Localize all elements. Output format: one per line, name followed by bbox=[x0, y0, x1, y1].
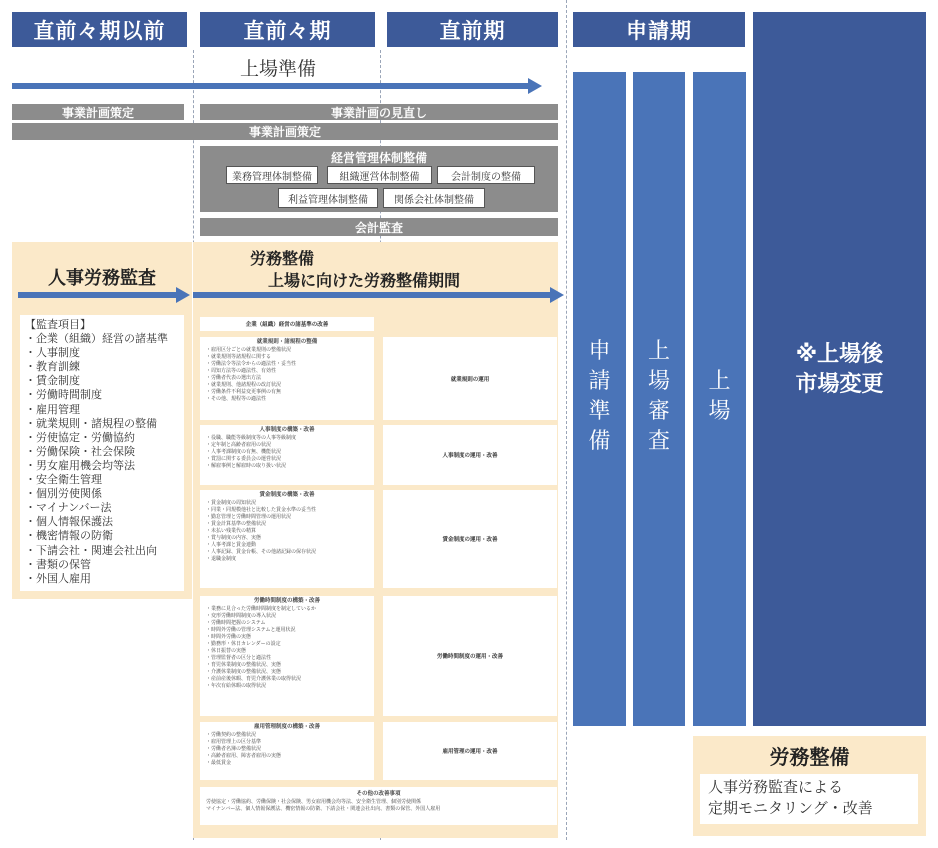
list-item: ・機密情報の防衛 bbox=[25, 529, 113, 543]
post-listing-title: 労務整備 bbox=[769, 745, 850, 769]
labor-arrow bbox=[193, 292, 553, 298]
section-line: ・時間外労働の実態 bbox=[206, 634, 252, 640]
section-heading: 雇用管理制度の構築・改善 bbox=[253, 724, 320, 730]
section-line: ・未払い残業代の精算 bbox=[206, 528, 257, 534]
list-item: ・労使協定・労働協約 bbox=[25, 430, 135, 444]
section-line: ・賞罰に関する委員会の運営状況 bbox=[206, 456, 282, 462]
column-char: 査 bbox=[647, 429, 670, 454]
column-char: 備 bbox=[588, 429, 611, 454]
op-wage: 賃金制度の運用・改善 bbox=[383, 490, 557, 588]
section-line: ・最低賃金 bbox=[206, 760, 232, 766]
list-item: ・個人情報保護法 bbox=[25, 515, 113, 529]
mgmt-item: 会計制度の整備 bbox=[437, 166, 535, 184]
section-line: ・業務に見合った労働時間制度を制定しているか bbox=[206, 606, 317, 612]
column-char: 請 bbox=[588, 369, 611, 394]
standards-header: 企業（組織）経営の諸基準の改善 bbox=[200, 317, 374, 331]
section-line: ・管理監督者の区分と適法性 bbox=[206, 655, 272, 661]
phase-header-two-before: 直前々期 bbox=[200, 12, 375, 47]
section-line: ・雇用区分ごとの就業規則の整備状況 bbox=[206, 347, 292, 353]
column-char: 場 bbox=[647, 369, 670, 394]
section-line: ・介護休業制度の整備状況、実態 bbox=[206, 669, 282, 675]
section-heading: その他の改善事項 bbox=[356, 791, 401, 797]
mgmt-item: 利益管理体制整備 bbox=[278, 188, 378, 208]
after-listing-line: 市場変更 bbox=[795, 372, 884, 397]
section-line: ・その他、規程等の適法性 bbox=[206, 396, 267, 402]
list-item: ・人事制度 bbox=[25, 346, 80, 360]
plan-initial-bar: 事業計画策定 bbox=[12, 104, 184, 120]
divider-line bbox=[566, 0, 567, 840]
arrow-head-icon bbox=[176, 287, 190, 303]
section-line: ・労働法令等法令からの適法性・妥当性 bbox=[206, 361, 297, 367]
op-hr-system: 人事制度の運用・改善 bbox=[383, 425, 557, 485]
mgmt-item: 関係会社体制整備 bbox=[383, 188, 485, 208]
list-item: ・労働時間制度 bbox=[25, 388, 102, 402]
section-heading: 賃金制度の構築・改善 bbox=[259, 492, 315, 498]
list-item: ・個別労使関係 bbox=[25, 487, 102, 501]
list-item: ・労働保険・社会保険 bbox=[25, 444, 135, 458]
section-line: マイナンバー法、個人情報保護法、機密情報の防衛、下請会社・関連会社出向、書類の保管、外国人雇用 bbox=[206, 806, 441, 812]
section-line: ・就業規則、他諸規程の改訂状況 bbox=[206, 382, 282, 388]
listing-prep-label: 上場準備 bbox=[240, 58, 317, 80]
post-listing-note bbox=[700, 774, 918, 824]
section-line: ・賃金計算基準の整備状況 bbox=[206, 521, 267, 527]
column-char: 上 bbox=[647, 339, 670, 364]
section-line: ・勤務形・休日カレンダーの設定 bbox=[206, 641, 281, 647]
section-line: ・同業・同規模他社と比較した賃金水準の妥当性 bbox=[206, 507, 317, 513]
column-char: 準 bbox=[588, 399, 611, 424]
mgmt-item: 組織運営体制整備 bbox=[327, 166, 432, 184]
list-item: ・雇用管理 bbox=[25, 402, 80, 416]
after-listing-text bbox=[753, 340, 926, 400]
section-line: ・定年制と高齢者雇用の状況 bbox=[206, 442, 272, 448]
column-char: 審 bbox=[647, 399, 670, 424]
mgmt-item: 業務管理体制整備 bbox=[226, 166, 318, 184]
section-line: ・労働時間把握のシステム bbox=[206, 620, 266, 626]
op-rules: 就業規則の運用 bbox=[383, 337, 557, 420]
section-line: ・役職、職能等級制度等の人事等級制度 bbox=[206, 435, 297, 441]
section-line: ・育児休業制度の整備状況、実態 bbox=[206, 662, 282, 668]
phase-header-previous: 直前期 bbox=[387, 12, 558, 47]
phase-header-before: 直前々期以前 bbox=[12, 12, 187, 47]
section-line: ・賞与制度の内容、実態 bbox=[206, 535, 262, 541]
op-hours: 労働時間制度の運用・改善 bbox=[383, 596, 557, 716]
section-line: ・賃金制度の周知状況 bbox=[206, 500, 257, 506]
list-item: ・男女雇用機会均等法 bbox=[25, 458, 135, 472]
list-item: ・下請会社・関連会社出向 bbox=[25, 543, 157, 557]
section-rules bbox=[200, 337, 374, 420]
section-line: ・人事記録、賃金台帳、その他諸記録の保存状況 bbox=[206, 549, 317, 555]
post-listing-line: 人事労務監査による bbox=[708, 778, 844, 796]
arrow-head-icon bbox=[528, 78, 542, 94]
hr-audit-title: 人事労務監査 bbox=[48, 268, 156, 289]
section-heading: 人事制度の構築・改善 bbox=[259, 427, 315, 433]
section-hours bbox=[200, 596, 374, 716]
list-item: ・安全衛生管理 bbox=[25, 473, 102, 487]
hr-audit-arrow bbox=[18, 292, 178, 298]
list-item: ・外国人雇用 bbox=[25, 571, 91, 585]
labor-subtitle: 上場に向けた労務整備期間 bbox=[268, 271, 461, 290]
section-line: ・勤怠管理と労働時間管理の運用状況 bbox=[206, 514, 292, 520]
section-heading: 労働時間制度の構築・改善 bbox=[253, 598, 320, 604]
section-line: ・変形労働時間制度の導入状況 bbox=[206, 613, 277, 619]
column-char: 上 bbox=[708, 369, 731, 394]
listing-review-column bbox=[633, 72, 685, 726]
post-listing-line: 定期モニタリング・改善 bbox=[708, 799, 873, 817]
listing-prep-arrow bbox=[12, 83, 530, 89]
section-line: ・雇用管理上の区分基準 bbox=[206, 739, 262, 745]
audit-bar: 会計監査 bbox=[200, 218, 558, 236]
op-employment: 雇用管理の運用・改善 bbox=[383, 722, 557, 780]
section-line: ・労働条件不利益変更事例の有無 bbox=[206, 389, 282, 395]
mgmt-system-title: 経営管理体制整備 bbox=[330, 151, 427, 165]
section-line: ・休日振替の実態 bbox=[206, 648, 247, 654]
section-line: ・人事考課制度の有無、機能状況 bbox=[206, 449, 282, 455]
plan-full-bar: 事業計画策定 bbox=[12, 123, 558, 140]
after-listing-line: ※上場後 bbox=[795, 342, 884, 367]
listing-column bbox=[693, 72, 746, 726]
section-hr-system bbox=[200, 425, 374, 485]
phase-header-application: 申請期 bbox=[573, 12, 745, 47]
section-heading: 就業規則・諸規程の整備 bbox=[256, 339, 318, 345]
list-item: ・教育訓練 bbox=[25, 360, 80, 374]
list-item: 【監査項目】 bbox=[25, 318, 91, 331]
list-item: ・書類の保管 bbox=[25, 557, 91, 571]
list-item: ・企業（組織）経営の諸基準 bbox=[25, 332, 168, 346]
list-item: ・就業規則・諸規程の整備 bbox=[25, 416, 157, 430]
apply-prep-column bbox=[573, 72, 626, 726]
section-line: ・高齢者雇用、障害者雇用の実態 bbox=[206, 753, 282, 759]
section-line: ・退職金制度 bbox=[206, 556, 237, 562]
section-line: ・周知方法等の適法性、有効性 bbox=[206, 368, 277, 374]
section-employment bbox=[200, 722, 374, 780]
labor-title: 労務整備 bbox=[250, 249, 315, 268]
plan-review-bar: 事業計画の見直し bbox=[200, 104, 558, 120]
section-line: ・人事考課と賃金連動 bbox=[206, 542, 257, 548]
section-line: ・時間外労働の管理システムと運用状況 bbox=[206, 627, 296, 633]
section-line: ・就業規則等諸規程に関する bbox=[206, 354, 272, 360]
list-item: ・賃金制度 bbox=[25, 374, 80, 388]
section-line: ・労働契約の整備状況 bbox=[206, 732, 257, 738]
section-line: ・年次有給休暇の取得状況 bbox=[206, 683, 267, 689]
hr-audit-list bbox=[20, 315, 184, 591]
section-wage bbox=[200, 490, 374, 588]
section-line: ・労働者代表の選出方法 bbox=[206, 375, 262, 381]
section-line: ・労働者名簿の整備状況 bbox=[206, 746, 262, 752]
column-char: 申 bbox=[588, 339, 611, 364]
section-line: ・産前産後休暇、育児介護休業の取得状況 bbox=[206, 676, 302, 682]
section-other bbox=[200, 787, 557, 825]
arrow-head-icon bbox=[550, 287, 564, 303]
column-char: 場 bbox=[708, 399, 731, 424]
section-line: 労使協定・労働協約、労働保険・社会保険、男女雇用機会均等法、安全衛生管理、個別労使関係 bbox=[206, 799, 422, 805]
list-item: ・マイナンバー法 bbox=[25, 501, 112, 515]
section-line: ・解雇事例と解雇時の取り扱い状況 bbox=[206, 463, 287, 469]
